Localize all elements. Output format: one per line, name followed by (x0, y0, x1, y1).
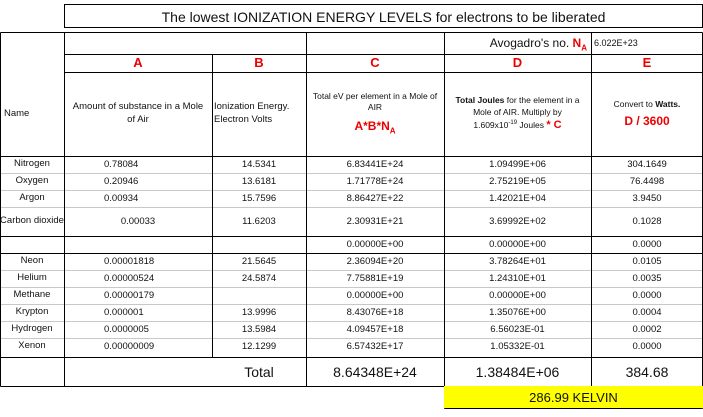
cell-total-ev[interactable]: 7.75881E+19 (346, 273, 404, 284)
cell-total-joules[interactable]: 2.75219E+05 (489, 176, 546, 187)
cell-watts[interactable]: 304.1649 (627, 159, 667, 170)
cell-ionization[interactable]: 13.9996 (241, 307, 277, 318)
cell-ionization[interactable] (212, 287, 306, 304)
cell-total-ev[interactable]: 4.09457E+18 (346, 324, 404, 335)
cell-name[interactable]: Carbon dioxide (0, 215, 64, 227)
cell-ionization[interactable] (212, 236, 306, 253)
cell-total-ev[interactable]: 0.00000E+00 (346, 239, 404, 250)
cell-ionization[interactable]: 12.1299 (241, 341, 277, 352)
formula-c: A*B*N (354, 118, 390, 133)
cell-total-ev[interactable]: 1.71778E+24 (346, 176, 404, 187)
cell-total-joules[interactable]: 1.35076E+00 (489, 307, 546, 318)
header-amount-text: Amount of substance in a Mole of Air (72, 101, 204, 125)
kelvin-result[interactable]: 286.99 KELVIN (444, 386, 703, 408)
cell-total-joules[interactable]: 3.78264E+01 (489, 256, 546, 267)
table-row (0, 253, 703, 270)
column-letter-c: C (370, 55, 380, 70)
cell-ionization[interactable]: 13.6181 (241, 176, 277, 187)
cell-total-joules[interactable]: 1.05332E-01 (490, 341, 545, 352)
cell-name[interactable]: Xenon (18, 340, 46, 352)
total-label: Total (244, 363, 274, 380)
cell-total-ev[interactable]: 6.57432E+17 (346, 341, 404, 352)
avogadro-value[interactable]: 6.022E+23 (594, 38, 638, 48)
cell-amount[interactable] (104, 236, 204, 253)
joules-factor: 1.609x10 (473, 120, 509, 131)
header-ionization (212, 72, 306, 156)
cell-amount[interactable]: 0.0000005 (104, 324, 149, 335)
header-joules-bold: Total Joules (455, 95, 505, 106)
sheet-title: The lowest IONIZATION ENERGY LEVELS for electrons to be liberated (64, 4, 703, 28)
joules-unit: Joules (517, 120, 547, 131)
total-ev[interactable]: 8.64348E+24 (333, 363, 417, 380)
formula-c-subscript: A (389, 126, 396, 136)
cell-watts[interactable]: 0.1028 (632, 216, 662, 227)
header-total-ev (306, 72, 444, 156)
cell-total-joules[interactable]: 0.00000E+00 (489, 239, 546, 250)
header-joules-text: for the element in a Mole of AIR. Multiply by (473, 95, 580, 117)
totals-row (0, 357, 703, 386)
cell-watts[interactable]: 0.0000 (632, 341, 662, 352)
header-total-ev-text: Total eV per element in a Mole of AIR (312, 90, 438, 113)
avogadro-symbol: N (572, 36, 582, 50)
avogadro-label (444, 32, 591, 54)
cell-watts[interactable]: 0.0105 (632, 256, 662, 267)
cell-name[interactable]: Neon (20, 255, 44, 267)
table-row (0, 321, 703, 338)
table-row (0, 338, 703, 355)
column-letter-d: D (512, 55, 523, 70)
column-letter-b: B (254, 55, 264, 70)
cell-watts[interactable]: 3.9450 (632, 193, 662, 204)
formula-e: D / 3600 (624, 114, 670, 129)
header-ionization-text: Ionization Energy. Electron Volts (214, 101, 290, 125)
header-watts (591, 72, 703, 156)
table-row (0, 304, 703, 321)
formula-d-star: * C (546, 119, 562, 132)
column-letter-a: A (133, 55, 143, 70)
cell-ionization[interactable]: 21.5645 (241, 256, 277, 267)
cell-amount[interactable]: 0.00000009 (104, 341, 155, 352)
cell-amount[interactable]: 0.00000524 (104, 273, 155, 284)
cell-name[interactable] (0, 236, 64, 253)
cell-ionization[interactable]: 15.7596 (241, 193, 277, 204)
table-row (0, 190, 703, 207)
total-watts[interactable]: 384.68 (625, 363, 669, 380)
cell-amount[interactable]: 0.00001818 (104, 256, 155, 267)
cell-name[interactable]: Argon (19, 192, 45, 204)
header-name-text: Name (4, 107, 30, 119)
cell-ionization[interactable]: 14.5341 (241, 159, 277, 170)
cell-total-ev[interactable]: 0.00000E+00 (346, 290, 404, 301)
table-row (0, 287, 703, 304)
cell-watts[interactable]: 0.0000 (632, 290, 662, 301)
total-joules[interactable]: 1.38484E+06 (475, 363, 560, 380)
table-row (0, 270, 703, 287)
cell-ionization[interactable]: 13.5984 (241, 324, 277, 335)
header-watts-bold: Watts. (655, 98, 681, 109)
cell-amount[interactable]: 0.78084 (104, 159, 139, 170)
cell-total-joules[interactable]: 3.69992E+02 (489, 216, 546, 227)
cell-total-ev[interactable]: 8.86427E+22 (346, 193, 404, 204)
cell-total-ev[interactable]: 8.43076E+18 (346, 307, 404, 318)
cell-watts[interactable]: 0.0000 (632, 239, 662, 250)
table-row (0, 207, 703, 236)
cell-watts[interactable]: 0.0002 (632, 324, 662, 335)
cell-total-joules[interactable]: 0.00000E+00 (489, 290, 546, 301)
cell-amount[interactable]: 0.00033 (120, 216, 156, 227)
cell-amount[interactable]: 0.00000179 (104, 290, 155, 301)
joules-exponent: -19 (508, 120, 518, 127)
column-letter-e: E (642, 55, 652, 70)
cell-total-ev[interactable]: 2.36094E+20 (346, 256, 404, 267)
header-amount (64, 72, 212, 156)
cell-name[interactable]: Nitrogen (14, 158, 50, 170)
cell-name[interactable]: Methane (13, 289, 51, 301)
cell-amount[interactable]: 0.00934 (104, 193, 139, 204)
table-row (0, 173, 703, 190)
cell-total-joules[interactable]: 6.56023E-01 (490, 324, 545, 335)
table-row (0, 156, 703, 173)
cell-total-joules[interactable]: 1.09499E+06 (489, 159, 546, 170)
cell-total-ev[interactable]: 6.83441E+24 (346, 159, 404, 170)
cell-watts[interactable]: 76.4498 (629, 176, 665, 187)
header-total-joules (444, 72, 591, 156)
avogadro-subscript: A (581, 43, 587, 53)
cell-name[interactable]: Hydrogen (11, 323, 53, 335)
cell-total-joules[interactable]: 1.42021E+04 (489, 193, 546, 204)
header-watts-text: Convert to (613, 98, 656, 109)
avogadro-text: Avogadro's no. (489, 36, 573, 50)
cell-amount[interactable]: 0.20946 (104, 176, 139, 187)
cell-amount[interactable]: 0.000001 (104, 307, 144, 318)
table-row (0, 236, 703, 253)
cell-total-ev[interactable]: 2.30931E+21 (346, 216, 404, 227)
cell-ionization[interactable]: 24.5874 (241, 273, 277, 284)
cell-ionization[interactable]: 11.6203 (242, 216, 276, 227)
cell-watts[interactable]: 0.0004 (632, 307, 662, 318)
cell-name[interactable]: Helium (17, 272, 47, 284)
cell-watts[interactable]: 0.0035 (632, 273, 662, 284)
cell-total-joules[interactable]: 1.24310E+01 (489, 273, 546, 284)
cell-name[interactable]: Krypton (15, 306, 49, 318)
header-name (0, 72, 64, 156)
cell-name[interactable]: Oxygen (15, 175, 49, 187)
